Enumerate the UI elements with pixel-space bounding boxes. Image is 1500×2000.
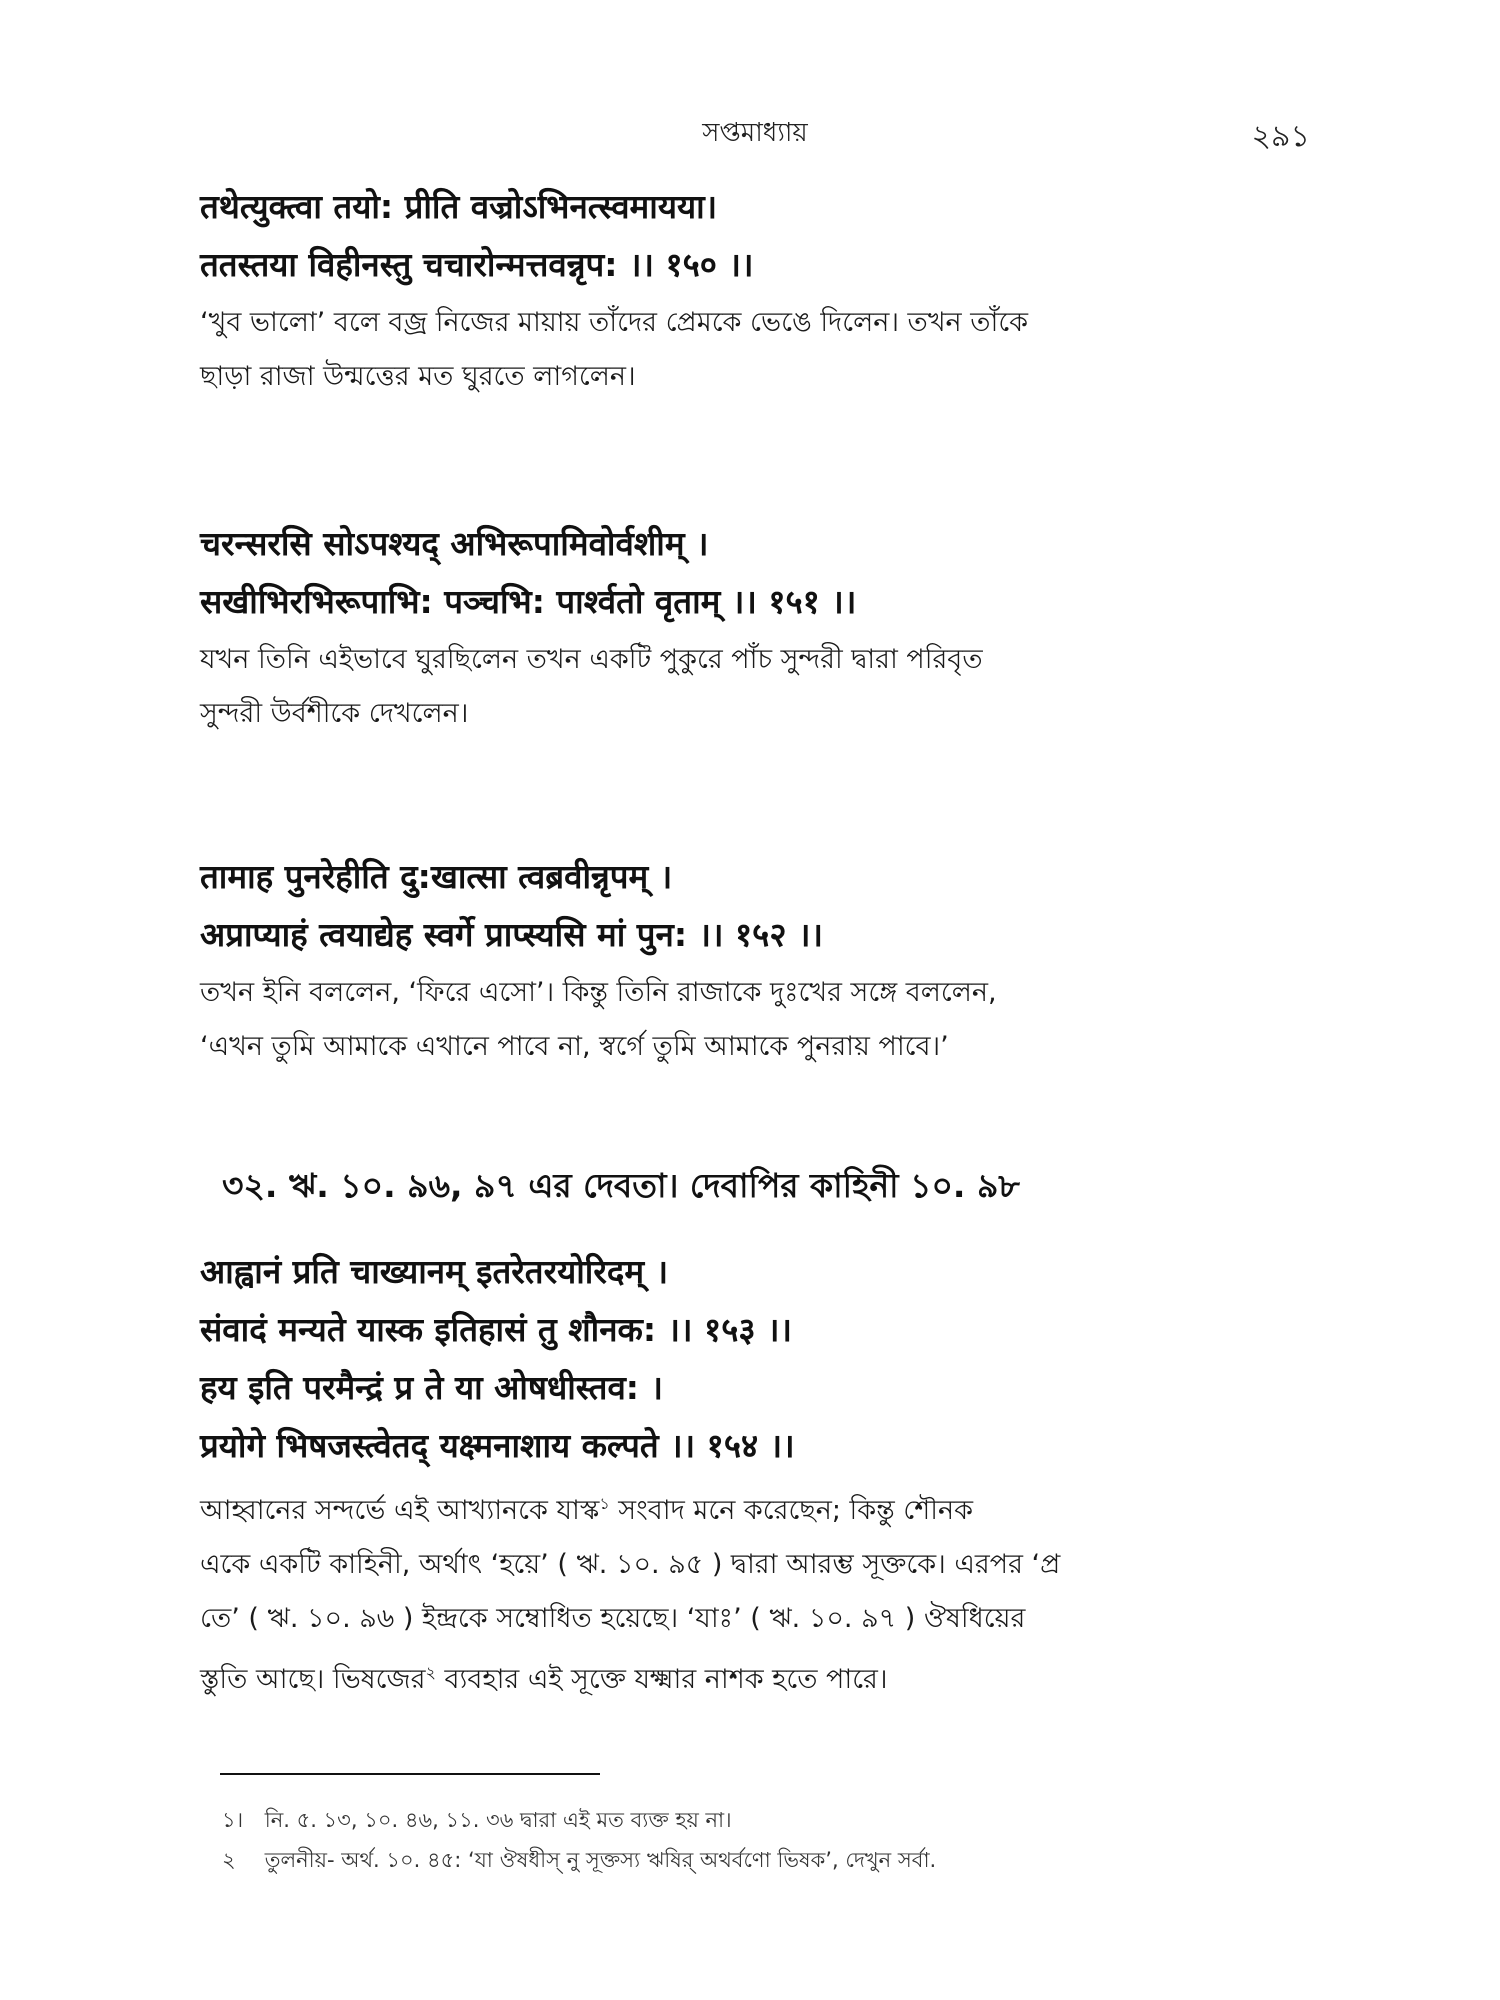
- translation-text: সংবাদ মনে করেছেন; কিন্তু শৌনক: [609, 1495, 973, 1526]
- footnote-separator: [220, 1773, 600, 1775]
- sanskrit-verse-line: चरन्सरसि सोऽपश्यद् अभिरूपामिवोर्वशीम् ।: [200, 524, 709, 563]
- translation-text: আহ্বানের সন্দর্ভে এই আখ্যানকে যাস্ক: [200, 1495, 600, 1526]
- sanskrit-verse-line: प्रयोगे भिषजस्त्वेतद् यक्ष्मनाशाय कल्पते ।। १५४ ।।: [200, 1426, 795, 1465]
- bengali-translation-line: সুন্দরী উর্বশীকে দেখলেন।: [200, 698, 469, 729]
- sanskrit-verse-line: सखीभिरभिरूपाभि: पञ्चभि: पार्श्वतो वृताम् ।। १५१ ।।: [200, 582, 857, 621]
- sanskrit-verse-line: आह्वानं प्रति चाख्यानम् इतरेतरयोरिदम् ।: [200, 1252, 669, 1291]
- bengali-translation-line: ছাড়া রাজা উন্মত্তের মত ঘুরতে লাগলেন।: [200, 361, 636, 392]
- footnote-text: তুলনীয়- অর্থ. ১০. ৪৫: ‘যা ঔষধীস্ নু সূক্তস্য ঋষির্ অথর্বণো ভিষক’, দেখুন সর্বা.: [264, 1848, 937, 1872]
- section-heading: ৩২. ঋ. ১০. ৯৬, ৯৭ এর দেবতা। দেবাপির কাহিনী ১০. ৯৮: [222, 1166, 1020, 1205]
- bengali-translation-line: [200, 1477, 1310, 1538]
- page-number: ২৯১: [1251, 119, 1310, 154]
- footnote-number: ১।: [222, 1808, 244, 1832]
- sanskrit-verse-line: ततस्तया विहीनस्तु चचारोन्मत्तवन्नृप: ।। १५० ।।: [200, 245, 754, 284]
- verse-block-153-154: [200, 1243, 1310, 1707]
- chapter-title: সপ্তমাধ্যায়: [702, 118, 808, 148]
- bengali-translation-line: ‘খুব ভালো’ বলে বজ্র নিজের মায়ায় তাঁদের প্রেমকে ভেঙে দিলেন। তখন তাঁকে: [200, 307, 1029, 338]
- footnote-2: [222, 1840, 1322, 1880]
- footnote-ref-2[interactable]: ২: [425, 1663, 436, 1682]
- sanskrit-verse-line: संवादं मन्यते यास्क इतिहासं तु शौनक: ।। १५३ ।।: [200, 1310, 793, 1349]
- bengali-translation-line: তে’ ( ঋ. ১০. ৯৬ ) ইন্দ্রকে সম্বোধিত হয়েছে। ‘যাঃ’ ( ঋ. ১০. ৯৭ ) ঔষধিয়ের: [200, 1603, 1026, 1634]
- bengali-translation-line: একে একটি কাহিনী, অর্থাৎ ‘হয়ে’ ( ঋ. ১০. ৯৫ ) দ্বারা আরম্ভ সূক্তকে। এরপর ‘প্র: [200, 1549, 1061, 1580]
- footnote-number: ২: [222, 1848, 236, 1872]
- sanskrit-verse-line: तामाह पुनरेहीति दु:खात्सा त्वब्रवीन्नृपम् ।: [200, 857, 673, 896]
- bengali-translation-line: [200, 1646, 1310, 1707]
- bengali-translation-line: যখন তিনি এইভাবে ঘুরছিলেন তখন একটি পুকুরে পাঁচ সুন্দরী দ্বারা পরিবৃত: [200, 644, 983, 675]
- footnote-ref-1[interactable]: ১: [599, 1494, 610, 1513]
- bengali-translation-line: ‘এখন তুমি আমাকে এখানে পাবে না, স্বর্গে তুমি আমাকে পুনরায় পাবে।’: [200, 1031, 949, 1062]
- verse-block-150: [200, 178, 1310, 404]
- verse-block-151: [200, 515, 1310, 741]
- verse-block-152: [200, 848, 1310, 1074]
- sanskrit-verse-line: हय इति परमैन्द्रं प्र ते या ओषधीस्तव: ।: [200, 1368, 663, 1407]
- footnotes: [222, 1800, 1322, 1880]
- running-head: [200, 112, 1310, 152]
- sanskrit-verse-line: अप्राप्याहं त्वयाद्येह स्वर्गे प्राप्स्यसि मां पुन: ।। १५२ ।।: [200, 915, 824, 954]
- bengali-translation-line: তখন ইনি বললেন, ‘ফিরে এসো’। কিন্তু তিনি রাজাকে দুঃখের সঙ্গে বললেন,: [200, 977, 997, 1008]
- translation-text: স্তুতি আছে। ভিষজের: [200, 1664, 426, 1695]
- sanskrit-verse-line: तथेत्युक्त्वा तयो: प्रीति वज्रोऽभिनत्स्वमायया।: [200, 187, 718, 226]
- translation-text: ব্যবহার এই সূক্তে যক্ষ্মার নাশক হতে পারে।: [435, 1664, 888, 1695]
- footnote-text: নি. ৫. ১৩, ১০. ৪৬, ১১. ৩৬ দ্বারা এই মত ব্যক্ত হয় না।: [264, 1808, 732, 1832]
- footnote-1: [222, 1800, 1322, 1840]
